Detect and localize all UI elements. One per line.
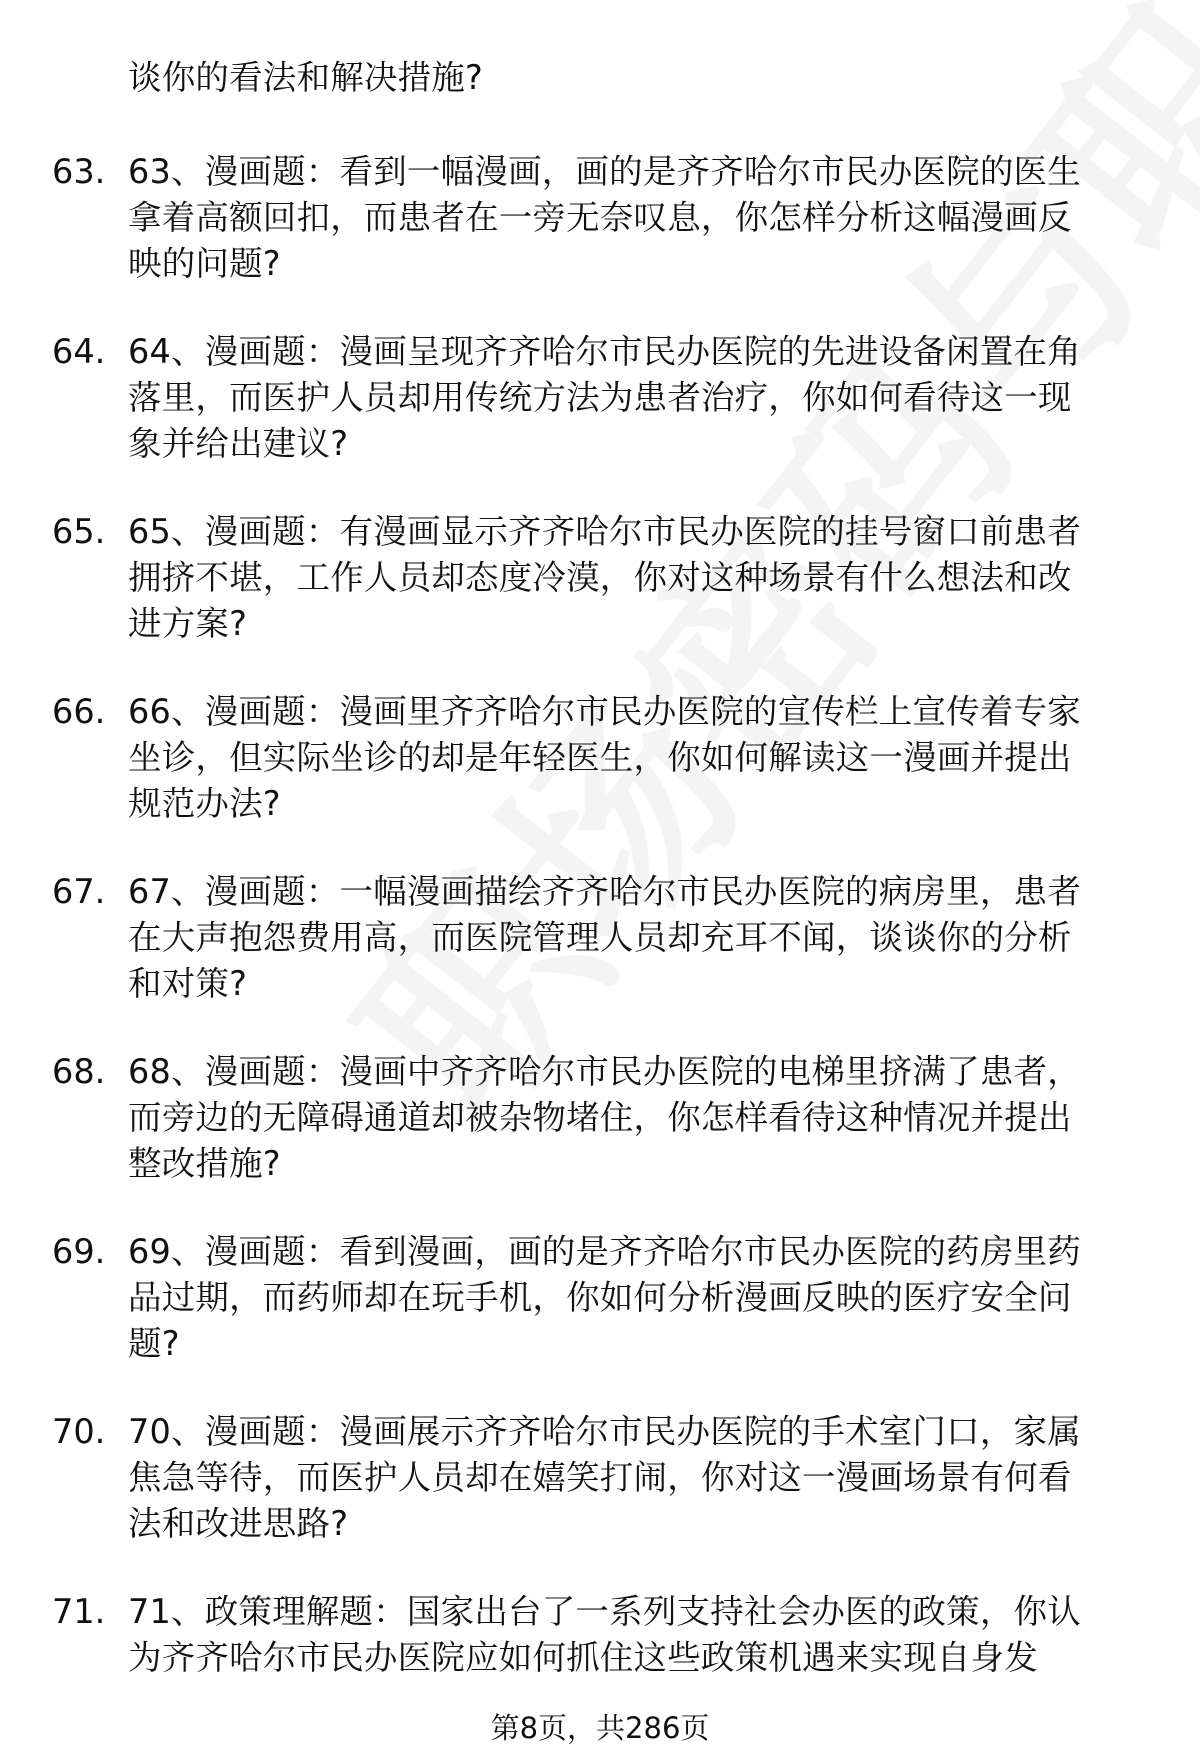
item-text-line: 69、漫画题：看到漫画，画的是齐齐哈尔市民办医院的药房里药 bbox=[128, 1232, 1081, 1271]
item-text-line: 整改措施? bbox=[128, 1144, 281, 1183]
item-number: 63. bbox=[52, 152, 106, 191]
item-text-line: 映的问题? bbox=[128, 244, 281, 283]
item-text-line: 规范办法? bbox=[128, 784, 281, 823]
item-number: 67. bbox=[52, 872, 106, 911]
item-number: 66. bbox=[52, 692, 106, 731]
item-text-line: 进方案? bbox=[128, 604, 248, 643]
item-text-line: 和对策? bbox=[128, 964, 248, 1003]
item-number: 68. bbox=[52, 1052, 106, 1091]
item-text-line: 70、漫画题：漫画展示齐齐哈尔市民办医院的手术室门口，家属 bbox=[128, 1412, 1081, 1451]
item-number: 64. bbox=[52, 332, 106, 371]
page-footer: 第8页，共286页 bbox=[490, 1711, 710, 1745]
item-text-line: 而旁边的无障碍通道却被杂物堵住，你怎样看待这种情况并提出 bbox=[128, 1098, 1072, 1137]
item-number: 69. bbox=[52, 1232, 106, 1271]
item-text-line: 象并给出建议? bbox=[128, 424, 349, 463]
item-text-line: 66、漫画题：漫画里齐齐哈尔市民办医院的宣传栏上宣传着专家 bbox=[128, 692, 1081, 731]
item-text-line: 在大声抱怨费用高，而医院管理人员却充耳不闻，谈谈你的分析 bbox=[128, 918, 1072, 957]
item-text-line: 坐诊，但实际坐诊的却是年轻医生，你如何解读这一漫画并提出 bbox=[128, 738, 1072, 777]
item-text-line: 焦急等待，而医护人员却在嬉笑打闹，你对这一漫画场景有何看 bbox=[128, 1458, 1072, 1497]
item-text-line: 法和改进思路? bbox=[128, 1504, 349, 1543]
item-text-line: 71、政策理解题：国家出台了一系列支持社会办医的政策，你认 bbox=[128, 1592, 1081, 1631]
item-text-line: 品过期，而药师却在玩手机，你如何分析漫画反映的医疗安全问 bbox=[128, 1278, 1072, 1317]
item-text-line: 64、漫画题：漫画呈现齐齐哈尔市民办医院的先进设备闲置在角 bbox=[128, 332, 1081, 371]
item-number: 71. bbox=[52, 1592, 106, 1631]
item-number: 65. bbox=[52, 512, 106, 551]
item-text-line: 落里，而医护人员却用传统方法为患者治疗，你如何看待这一现 bbox=[128, 378, 1072, 417]
item-text-line: 拥挤不堪，工作人员却态度冷漠，你对这种场景有什么想法和改 bbox=[128, 558, 1072, 597]
item-text-line: 拿着高额回扣，而患者在一旁无奈叹息，你怎样分析这幅漫画反 bbox=[128, 198, 1072, 237]
intro-line: 谈你的看法和解决措施? bbox=[128, 58, 483, 97]
item-text-line: 63、漫画题：看到一幅漫画，画的是齐齐哈尔市民办医院的医生 bbox=[128, 152, 1081, 191]
item-number: 70. bbox=[52, 1412, 106, 1451]
item-text-line: 68、漫画题：漫画中齐齐哈尔市民办医院的电梯里挤满了患者， bbox=[128, 1052, 1081, 1091]
item-text-line: 题? bbox=[128, 1324, 180, 1363]
item-text-line: 为齐齐哈尔市民办医院应如何抓住这些政策机遇来实现自身发 bbox=[128, 1638, 1038, 1677]
item-text-line: 65、漫画题：有漫画显示齐齐哈尔市民办医院的挂号窗口前患者 bbox=[128, 512, 1081, 551]
item-text-line: 67、漫画题：一幅漫画描绘齐齐哈尔市民办医院的病房里，患者 bbox=[128, 872, 1081, 911]
